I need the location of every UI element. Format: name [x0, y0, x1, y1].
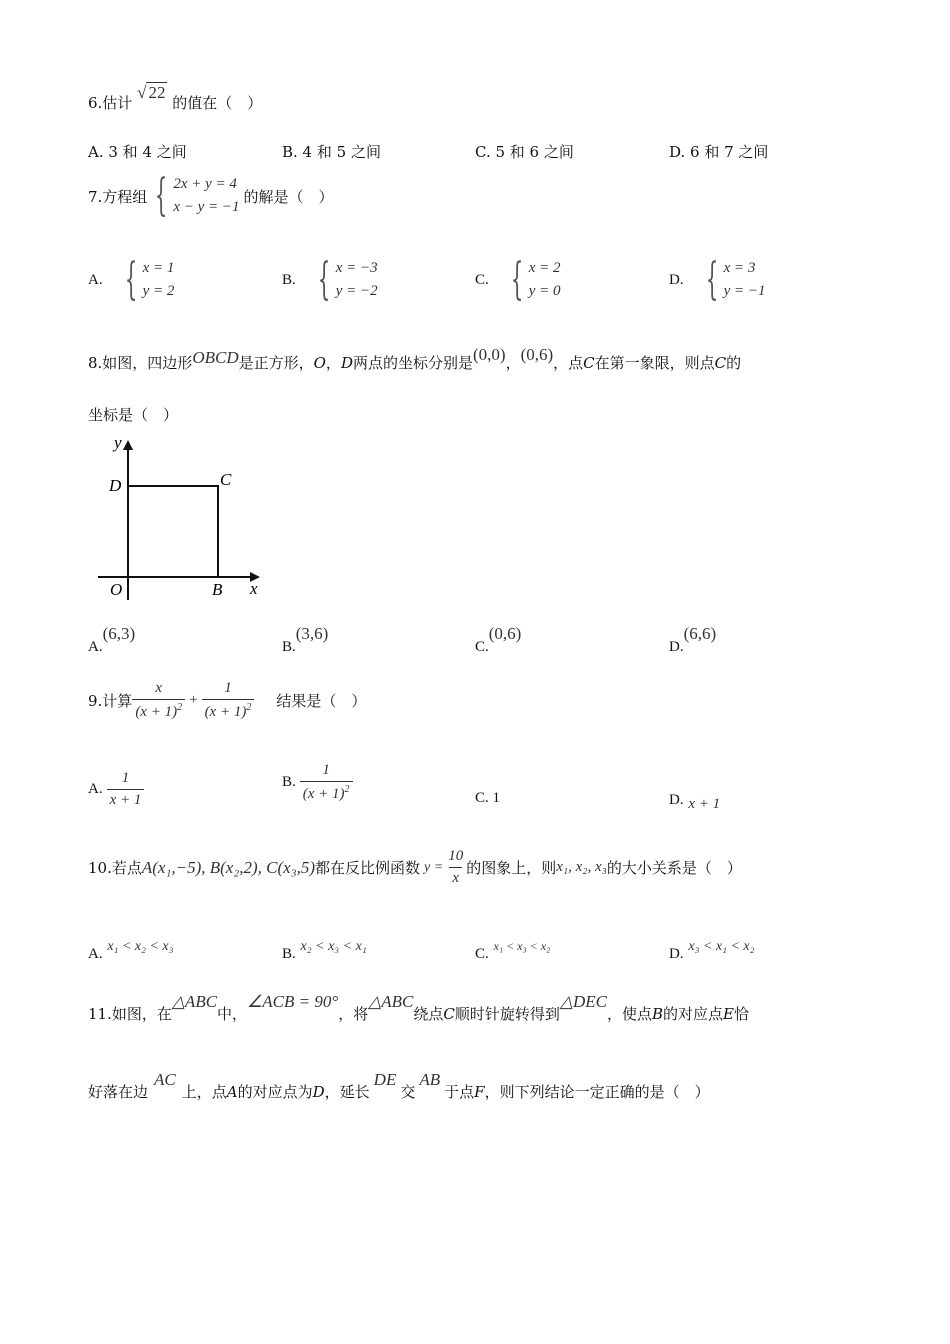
option-value: (3,6): [295, 624, 329, 643]
brace-icon: {: [124, 254, 137, 305]
q7-stem: [88, 170, 334, 221]
q11-triangle-dec: △DEC: [559, 992, 607, 1011]
label-d: D: [109, 476, 122, 495]
option-label: A.: [88, 946, 103, 962]
sqrt-22: [137, 83, 167, 103]
q8-option-a[interactable]: [88, 624, 136, 655]
q8-stem-line1: [88, 345, 742, 373]
q9-option-b[interactable]: [282, 762, 353, 803]
row2: y = −2: [335, 283, 378, 299]
q9-suffix: 结果是（ ）: [276, 692, 367, 710]
q6-stem: [88, 83, 263, 113]
q11-text: 好落在边: [88, 1083, 149, 1101]
q7-option-d[interactable]: [669, 254, 766, 305]
label-y: y: [114, 433, 122, 452]
q11-text: 中，: [217, 1005, 248, 1023]
row2: y = 2: [142, 283, 175, 299]
option-value: (6,6): [683, 624, 717, 643]
option-label: C.: [475, 946, 489, 962]
row1: x = 3: [723, 260, 756, 276]
plus-sign: +: [189, 692, 198, 708]
q8-text: ，: [505, 354, 521, 372]
q7-option-c[interactable]: [475, 254, 561, 305]
q11-triangle-abc: △ABC: [171, 992, 218, 1011]
q7-option-a[interactable]: [88, 254, 175, 305]
segment-ab: AB: [419, 1070, 441, 1089]
label-c: C: [220, 470, 232, 489]
q11-text: 顺时针旋转得到: [454, 1005, 560, 1023]
q7-eq1: 2x + y = 4: [173, 176, 237, 192]
q11-stem-line2: [88, 1070, 710, 1102]
coord-d: (0,6): [520, 345, 554, 364]
option-value: x₁ < x₃ < x₂: [493, 939, 551, 953]
option-label: D.: [669, 946, 684, 962]
q11-text: 的对应点为: [237, 1083, 313, 1101]
point-o: O: [313, 354, 326, 372]
numerator: 10: [448, 848, 464, 864]
row2: y = 0: [528, 283, 561, 299]
q10-option-b[interactable]: [282, 936, 367, 962]
row1: x = 2: [528, 260, 561, 276]
q10-text: 的图象上，则: [466, 859, 557, 877]
option-label: B.: [282, 946, 296, 962]
option-label: A.: [88, 271, 103, 288]
q11-text: ，延长: [324, 1083, 370, 1101]
q11-text: ，则下列结论一定正确的是（ ）: [484, 1083, 710, 1101]
q8-text: 在第一象限，则点: [594, 354, 715, 372]
q11-text: 交: [400, 1083, 416, 1101]
q11-text: 11.如图，在: [88, 1005, 172, 1023]
q7-system: [147, 170, 240, 221]
brace-icon: {: [155, 170, 168, 221]
label-b: B: [212, 580, 223, 599]
q8-text: 是正方形，: [238, 354, 314, 372]
q11-text: 绕点: [413, 1005, 444, 1023]
q8-text: 两点的坐标分别是: [352, 354, 473, 372]
q11-text: 恰: [734, 1005, 750, 1023]
q8-option-d[interactable]: [669, 624, 717, 655]
point-f: F: [474, 1083, 485, 1101]
radicand: 22: [148, 83, 166, 102]
q6-prefix: 6.估计: [88, 94, 133, 112]
q11-triangle-abc: △ABC: [368, 992, 414, 1011]
point-c: C: [583, 354, 595, 372]
q7-option-b[interactable]: [282, 254, 378, 305]
option-fraction: [300, 762, 353, 803]
y-axis-arrow-icon: [123, 440, 133, 450]
q7-suffix: 的解是（ ）: [243, 187, 334, 206]
option-value: x + 1: [688, 796, 721, 812]
q11-text: 的对应点: [663, 1005, 724, 1023]
option-value: x₁ < x₂ < x₃: [107, 939, 174, 954]
q6-option-a[interactable]: A. 3 和 4 之间: [88, 143, 187, 161]
q8-stem-line2: 坐标是（ ）: [88, 406, 179, 424]
point-c: C: [714, 354, 727, 372]
q9-option-d[interactable]: [669, 790, 721, 812]
segment-de: DE: [373, 1070, 397, 1089]
numerator: 1: [121, 770, 130, 786]
q11-stem-line1: [88, 992, 750, 1024]
option-label: D.: [669, 792, 684, 808]
point-e: E: [723, 1005, 734, 1023]
row1: x = −3: [335, 260, 378, 276]
q10-suffix: 的大小关系是（ ）: [606, 859, 742, 877]
exponent: 2: [246, 702, 252, 713]
q8-option-b[interactable]: [282, 624, 329, 655]
option-label: A.: [88, 639, 103, 655]
brace-icon: {: [705, 254, 718, 305]
q11-angle: ∠ACB = 90°: [247, 992, 339, 1011]
point-a: A: [226, 1083, 238, 1101]
q10-prefix: 10.若点: [88, 859, 142, 877]
q11-text: 于点: [444, 1083, 475, 1101]
option-value: (0,6): [488, 624, 522, 643]
q8-shape: OBCD: [192, 348, 239, 367]
q11-text: ，使点: [606, 1005, 652, 1023]
denominator: (x + 1): [204, 704, 247, 720]
row2: y = −1: [723, 283, 766, 299]
option-fraction: [107, 770, 145, 809]
option-label: B.: [282, 271, 296, 288]
q10-fraction: [445, 848, 466, 887]
coord-o: (0,0): [472, 345, 506, 364]
q8-text: ，点: [553, 354, 584, 372]
q9-stem: [88, 680, 366, 721]
q10-vars: x₁, x₂, x₃: [556, 859, 607, 875]
option-label: C.: [475, 639, 489, 655]
square-obcd: [128, 486, 218, 577]
q8-text: 8.如图，四边形: [88, 354, 193, 372]
q8-text: 的: [726, 354, 742, 372]
denominator: x + 1: [107, 789, 145, 809]
option-label: D.: [669, 639, 684, 655]
point-b: B: [652, 1005, 664, 1023]
option-value: x₂ < x₃ < x₁: [300, 939, 367, 954]
numerator: x: [155, 680, 163, 696]
q9-option-a[interactable]: [88, 770, 144, 809]
q8-square-figure: [90, 432, 270, 604]
q6-suffix: 的值在（ ）: [172, 94, 263, 112]
label-o: O: [110, 580, 123, 599]
option-label: B.: [282, 774, 296, 790]
q8-option-c[interactable]: [475, 624, 522, 655]
point-d: D: [340, 354, 353, 372]
numerator: 1: [322, 762, 330, 778]
option-value: x₃ < x₁ < x₂: [688, 939, 755, 954]
row1: x = 1: [142, 260, 175, 276]
q8-text: ，: [325, 354, 341, 372]
label-x: x: [250, 579, 258, 598]
option-label: B.: [282, 639, 296, 655]
q6-option-d[interactable]: D. 6 和 7 之间: [669, 143, 769, 161]
q10-option-a[interactable]: [88, 936, 174, 962]
point-d: D: [312, 1083, 325, 1101]
q10-stem: [88, 848, 742, 887]
option-value: (6,3): [102, 624, 136, 643]
denominator: (x + 1): [302, 786, 345, 802]
q9-fraction-2: [202, 680, 255, 721]
q9-fraction-1: [132, 680, 185, 721]
radical-sign: √: [137, 83, 147, 102]
q6-option-c[interactable]: C. 5 和 6 之间: [475, 143, 574, 161]
brace-icon: {: [510, 254, 524, 305]
exponent: 2: [177, 702, 183, 713]
q10-option-c[interactable]: [475, 936, 551, 962]
q9-prefix: 9.计算: [88, 692, 133, 710]
q10-points: A(x₁,−5), B(x₂,2), C(x₃,5): [141, 857, 316, 877]
q10-text: 都在反比例函数: [315, 859, 421, 877]
segment-ac: AC: [154, 1070, 176, 1089]
option-label: D.: [669, 271, 684, 288]
numerator: 1: [224, 680, 232, 696]
denominator: (x + 1): [135, 704, 178, 720]
q11-text: 上，点: [181, 1083, 227, 1101]
q7-prefix: 7.方程组: [88, 187, 148, 206]
brace-icon: {: [317, 254, 331, 305]
q10-option-d[interactable]: [669, 936, 755, 962]
q11-text: ，将: [338, 1005, 369, 1023]
q9-option-c[interactable]: C. 1: [475, 790, 501, 806]
q6-option-b[interactable]: B. 4 和 5 之间: [282, 143, 381, 161]
point-c: C: [443, 1005, 455, 1023]
option-label: C.: [475, 271, 489, 288]
q7-eq2: x − y = −1: [173, 199, 240, 215]
exponent: 2: [344, 784, 350, 795]
q10-y-lhs: y =: [424, 859, 444, 875]
option-label: A.: [88, 781, 103, 797]
denominator: x: [449, 867, 462, 887]
